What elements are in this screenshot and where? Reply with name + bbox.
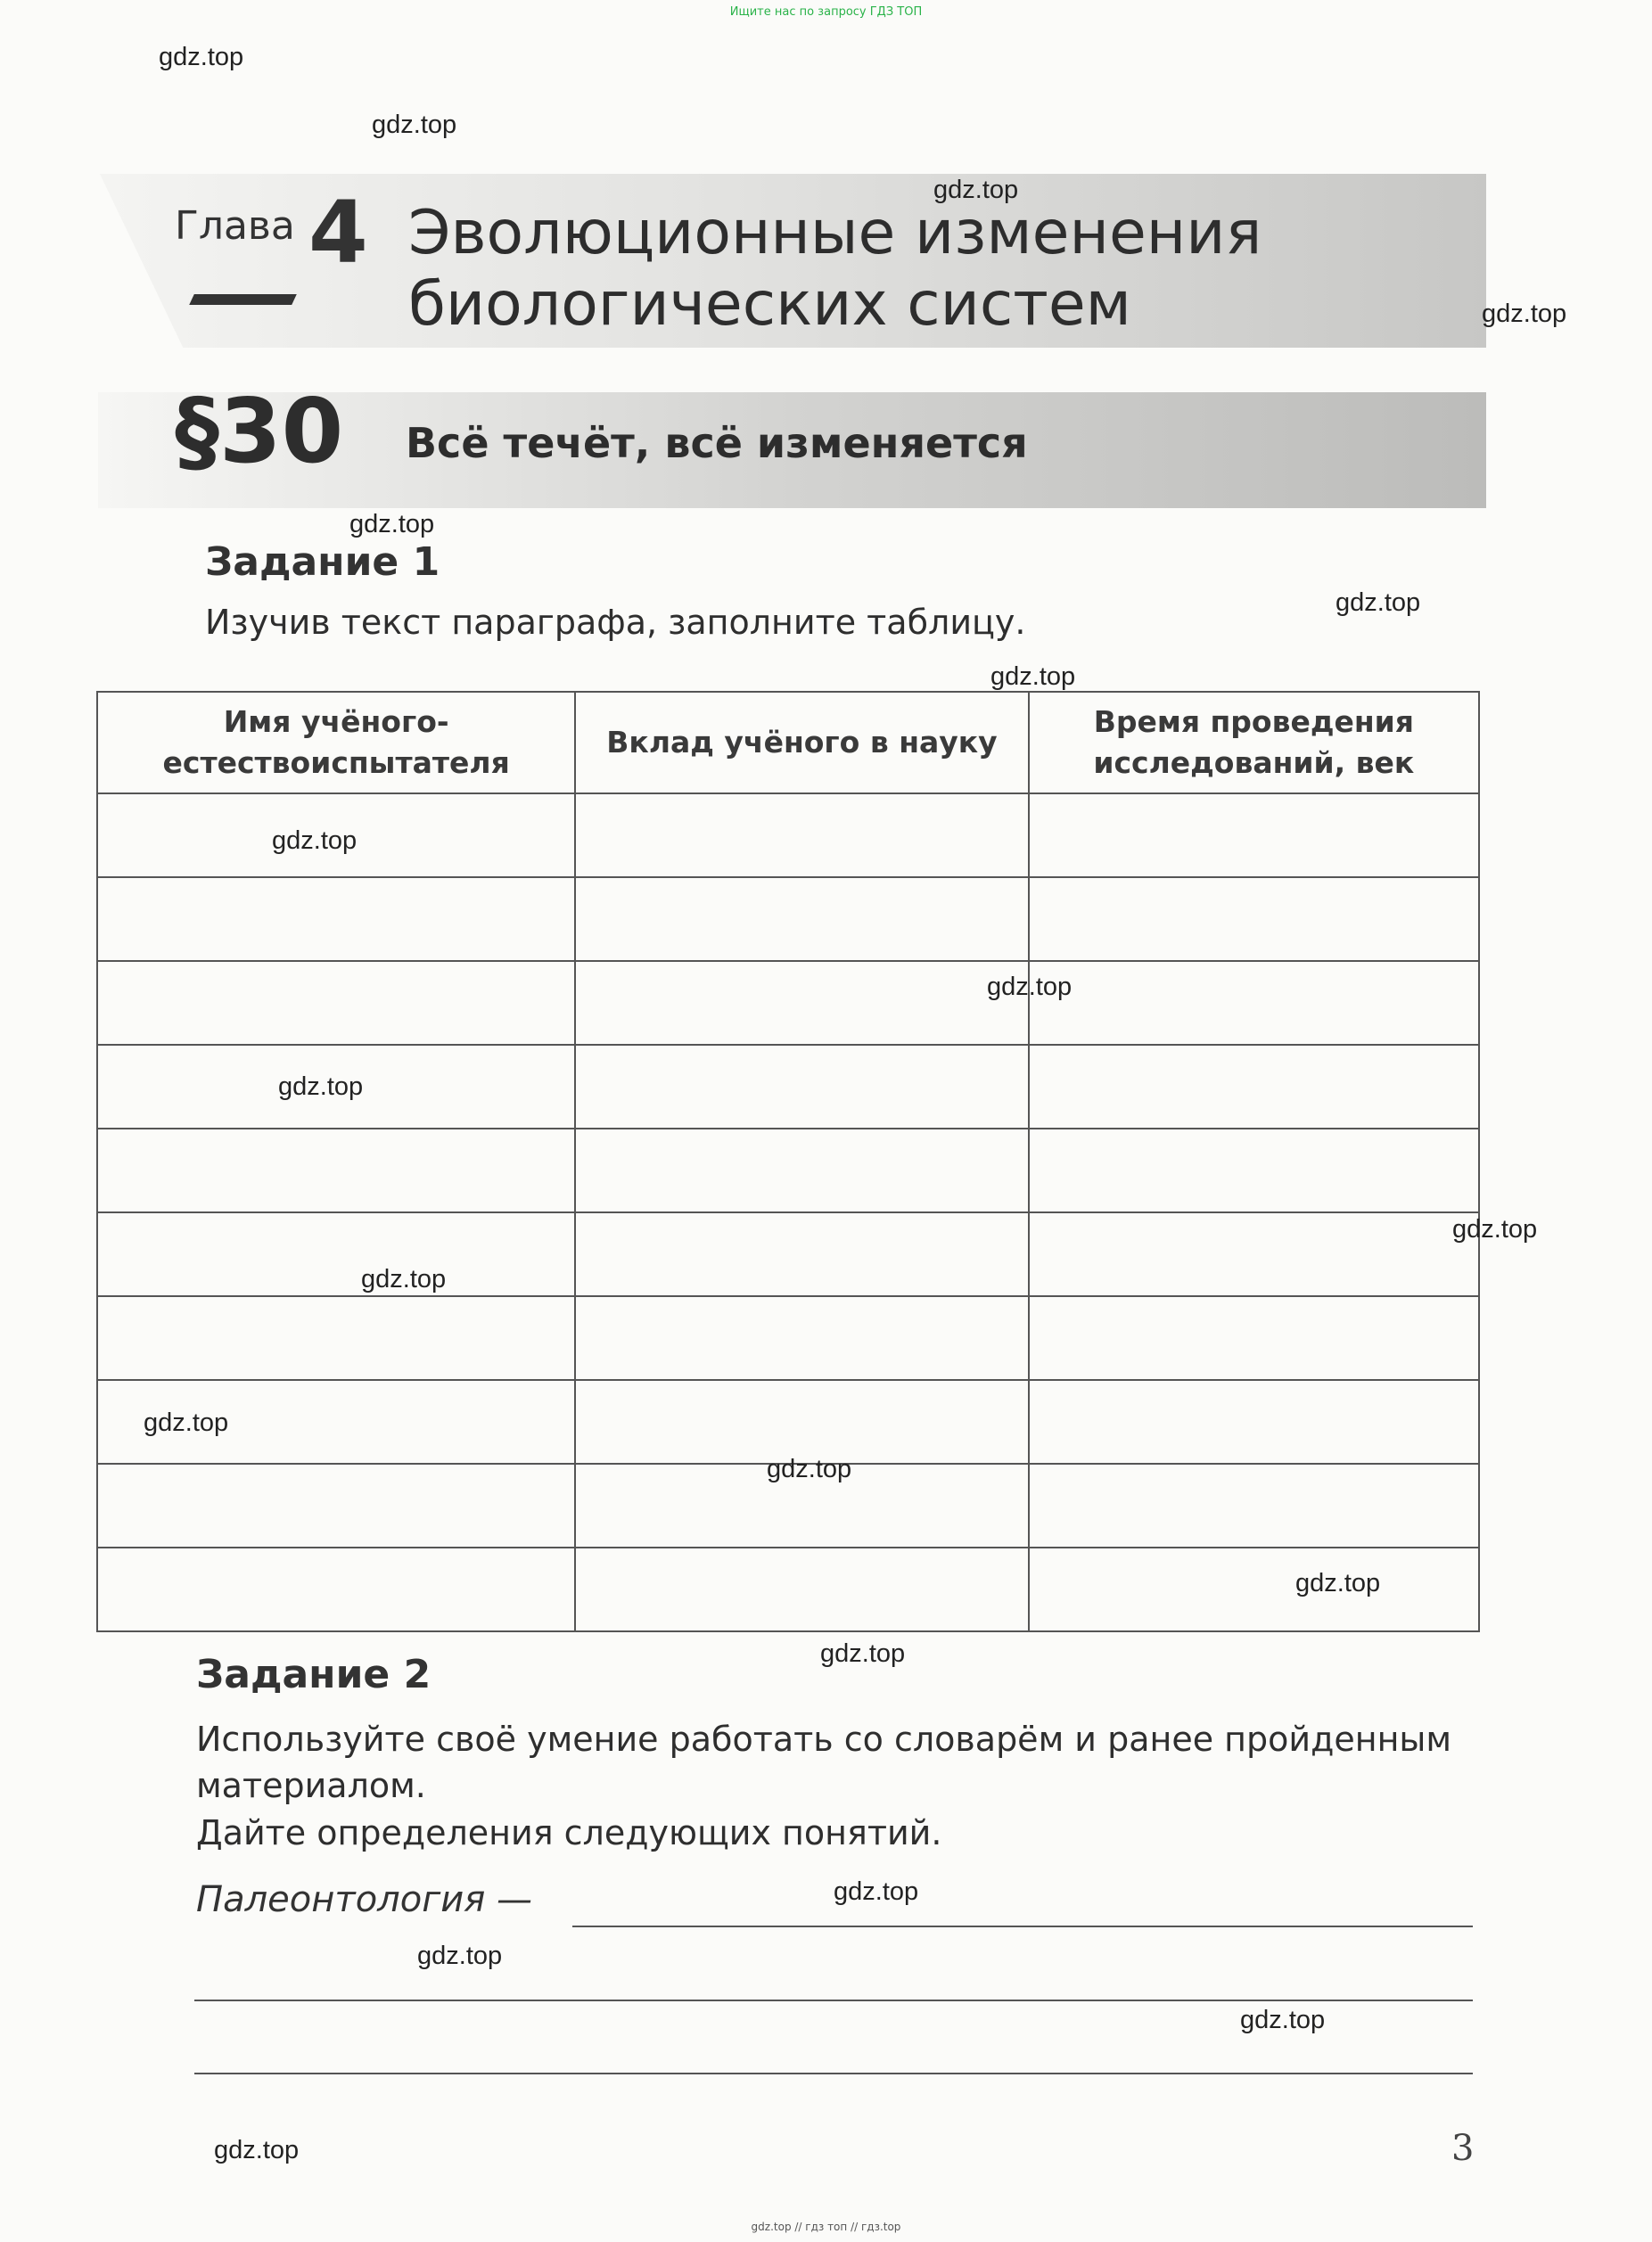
task2-line1: Используйте своё умение работать со словарём и ранее пройденным — [196, 1720, 1452, 1759]
table-cell[interactable] — [575, 1045, 1028, 1129]
table-cell[interactable] — [97, 1548, 575, 1631]
watermark: gdz.top — [272, 826, 358, 855]
watermark: gdz.top — [361, 1265, 447, 1293]
watermark: gdz.top — [372, 111, 457, 139]
chapter-word: Глава — [175, 203, 295, 249]
watermark: gdz.top — [417, 1942, 503, 1970]
watermark: gdz.top — [144, 1408, 229, 1437]
table-cell[interactable] — [575, 961, 1028, 1045]
table-row — [97, 1380, 1479, 1464]
table-row — [97, 1548, 1479, 1631]
table-cell[interactable] — [575, 1548, 1028, 1631]
chapter-stripe — [189, 294, 297, 305]
table-cell[interactable] — [1029, 961, 1479, 1045]
watermark: gdz.top — [1336, 588, 1421, 617]
table-cell[interactable] — [1029, 1296, 1479, 1380]
table-cell[interactable] — [97, 877, 575, 961]
table-cell[interactable] — [1029, 1129, 1479, 1212]
table-row — [97, 1129, 1479, 1212]
header-contribution-line1: Вклад учёного в науку — [606, 725, 998, 760]
watermark: gdz.top — [1482, 300, 1567, 328]
table-cell[interactable] — [1029, 793, 1479, 877]
watermark: gdz.top — [767, 1455, 852, 1483]
watermark: gdz.top — [820, 1639, 906, 1668]
table-row — [97, 877, 1479, 961]
table-cell[interactable] — [1029, 1045, 1479, 1129]
chapter-title — [408, 198, 1434, 341]
header-research-time — [1029, 692, 1479, 793]
task1-instruction: Изучив текст параграфа, заполните таблицу. — [205, 603, 1026, 642]
watermark: gdz.top — [990, 662, 1076, 691]
table-cell[interactable] — [1029, 1380, 1479, 1464]
task2-line2: материалом. — [196, 1766, 426, 1805]
table-cell[interactable] — [97, 1212, 575, 1296]
watermark: gdz.top — [1240, 2006, 1326, 2034]
table-cell[interactable] — [1029, 1548, 1479, 1631]
paragraph-title: Всё течёт, всё изменяется — [406, 419, 1028, 467]
watermark: gdz.top — [1295, 1569, 1381, 1597]
table-cell[interactable] — [97, 1129, 575, 1212]
definition-term: Палеонтология — — [196, 1879, 532, 1920]
table-cell[interactable] — [575, 1380, 1028, 1464]
table-cell[interactable] — [575, 793, 1028, 877]
answer-line[interactable] — [194, 2073, 1473, 2074]
task1-heading: Задание 1 — [205, 539, 440, 585]
paragraph-number: §30 — [175, 379, 344, 483]
header-scientist-name-line2: естествоиспытателя — [162, 745, 510, 780]
site-banner[interactable]: Ищите нас по запросу ГДЗ ТОП — [729, 5, 923, 19]
header-research-time-line1: Время проведения — [1093, 704, 1414, 739]
watermark: gdz.top — [987, 973, 1073, 1001]
answer-line[interactable] — [572, 1926, 1473, 1927]
table-cell[interactable] — [97, 1464, 575, 1548]
answer-line[interactable] — [194, 2000, 1473, 2001]
watermark: gdz.top — [1452, 1215, 1538, 1244]
watermark: gdz.top — [834, 1877, 919, 1906]
header-contribution — [575, 692, 1028, 793]
chapter-title-line1: Эволюционные изменения — [408, 198, 1262, 268]
table-cell[interactable] — [97, 961, 575, 1045]
table-row — [97, 961, 1479, 1045]
watermark: gdz.top — [349, 510, 435, 538]
watermark: gdz.top — [933, 176, 1019, 204]
table-cell[interactable] — [97, 1296, 575, 1380]
table-cell[interactable] — [575, 1212, 1028, 1296]
task2-line3: Дайте определения следующих понятий. — [196, 1813, 942, 1852]
table-cell[interactable] — [575, 1296, 1028, 1380]
table-cell[interactable] — [575, 1129, 1028, 1212]
header-scientist-name — [97, 692, 575, 793]
table-cell[interactable] — [1029, 877, 1479, 961]
watermark: gdz.top — [159, 43, 244, 71]
header-research-time-line2: исследований, век — [1093, 745, 1415, 780]
page-number: 3 — [1451, 2128, 1475, 2169]
header-scientist-name-line1: Имя учёного- — [223, 704, 449, 739]
chapter-title-line2: биологических систем — [408, 269, 1131, 340]
chapter-number: 4 — [308, 183, 368, 283]
watermark: gdz.top — [214, 2136, 300, 2164]
table-row — [97, 1212, 1479, 1296]
watermark: gdz.top — [278, 1072, 364, 1101]
task2-heading: Задание 2 — [196, 1652, 431, 1697]
table-cell[interactable] — [1029, 1464, 1479, 1548]
footer-banner: gdz.top // гдз топ // гдз.top — [751, 2221, 901, 2233]
table-header-row — [97, 692, 1479, 793]
table-row — [97, 1296, 1479, 1380]
table-cell[interactable] — [575, 877, 1028, 961]
table-body — [97, 793, 1479, 1631]
table-cell[interactable] — [1029, 1212, 1479, 1296]
